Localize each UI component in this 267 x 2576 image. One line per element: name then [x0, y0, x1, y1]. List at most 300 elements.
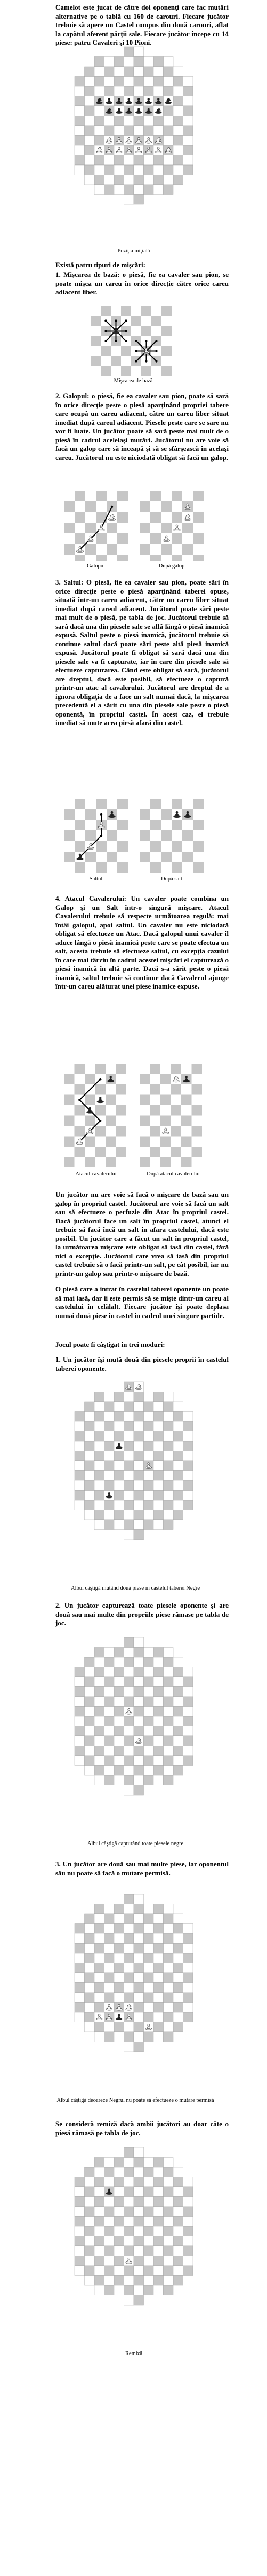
board-galop [64, 491, 128, 561]
board-square [114, 57, 124, 67]
board-square [124, 116, 134, 126]
board-square [134, 2217, 144, 2227]
board-square [124, 57, 134, 67]
board-square [144, 2217, 154, 2227]
board-square [94, 2167, 104, 2177]
board-square [140, 820, 150, 830]
board-square [172, 862, 182, 873]
board-square [107, 852, 117, 862]
board-square [114, 2177, 124, 2187]
board-square [134, 1993, 144, 2003]
board-square [124, 1924, 134, 1934]
board-square [85, 136, 95, 146]
board-square [85, 1657, 95, 1667]
board-square [153, 2022, 164, 2032]
board-square [144, 1520, 154, 1530]
board-square [114, 1756, 124, 1766]
board-square [75, 1084, 85, 1095]
board-square [134, 2147, 144, 2158]
board-square [192, 1137, 203, 1147]
board-square [107, 862, 117, 873]
board-square [183, 1973, 193, 1983]
board-square [173, 2177, 183, 2187]
board-square [164, 1510, 174, 1520]
board-square [144, 1746, 154, 1756]
board-square [124, 2246, 134, 2256]
board-square [134, 1953, 144, 1963]
board-square [64, 852, 75, 862]
board-square [85, 165, 95, 175]
board-square [172, 512, 182, 523]
board-square [124, 1431, 134, 1442]
board-square [111, 346, 121, 356]
board-square [85, 1746, 95, 1756]
board-square [173, 2003, 183, 2013]
board-square [104, 2197, 115, 2207]
board-square [75, 1924, 85, 1934]
board-square [114, 165, 124, 175]
board-square [75, 145, 85, 155]
board-square [114, 1983, 124, 1993]
board-square [94, 1775, 104, 1785]
board-square [153, 1667, 164, 1677]
board-square [104, 1716, 115, 1726]
board-square [75, 1064, 85, 1074]
move-arrow-tip [111, 506, 113, 508]
board-square [164, 1500, 174, 1510]
board-square [193, 533, 204, 544]
board-square [182, 830, 193, 841]
board-square [94, 1677, 104, 1687]
board-square [182, 491, 193, 501]
board-square [141, 316, 151, 326]
board-square [85, 1064, 95, 1074]
board-square [183, 1431, 193, 1442]
board-square [172, 491, 182, 501]
board-square [173, 2256, 183, 2266]
board-square [173, 86, 183, 96]
board-square [85, 1726, 95, 1736]
board-square [161, 326, 172, 336]
board-square [164, 1421, 174, 1431]
board-square [75, 2266, 85, 2276]
board-square [153, 1687, 164, 1697]
board-square [94, 136, 104, 146]
board-square [173, 106, 183, 116]
board-square [140, 1116, 150, 1126]
board-square [134, 1421, 144, 1431]
board-square [173, 1953, 183, 1963]
board-square [114, 185, 124, 195]
board-square [101, 356, 111, 366]
board-square [91, 306, 101, 316]
board-square [94, 1726, 104, 1736]
board-square [104, 2032, 115, 2042]
board-square [183, 1412, 193, 1422]
board-square [94, 1697, 104, 1707]
board-square [192, 1074, 203, 1085]
board-square [104, 1756, 115, 1766]
board-square [164, 2246, 174, 2256]
board-square [104, 2167, 115, 2177]
win-condition-2: 2. Un jucător capturează toate piesele oponente şi are două sau mai multe din propriile piese rămase pe tabla de joc. [55, 1601, 229, 1627]
board-square [104, 1933, 115, 1944]
board-square [104, 1441, 115, 1451]
board-square [94, 2177, 104, 2187]
board-square [131, 326, 141, 336]
board-win-castle [74, 1380, 194, 1582]
board-square [164, 2158, 174, 2168]
board-square [164, 116, 174, 126]
board-square [183, 77, 193, 87]
board-square [114, 1451, 124, 1461]
board-square [85, 820, 96, 830]
board-square [114, 1953, 124, 1963]
board-square [111, 306, 121, 316]
board-square [124, 1667, 134, 1677]
board-square [144, 1480, 154, 1491]
board-square [75, 165, 85, 175]
board-square [173, 1707, 183, 1717]
board-square [124, 1726, 134, 1736]
board-square [144, 86, 154, 96]
board-square [101, 306, 111, 316]
board-square [114, 1993, 124, 2003]
board-square [173, 1993, 183, 2003]
board-square [134, 155, 144, 166]
board-square [85, 86, 95, 96]
board-square [85, 145, 95, 155]
board-square [134, 185, 144, 195]
board-square [134, 2266, 144, 2276]
board-square [94, 2197, 104, 2207]
board-square [171, 1116, 182, 1126]
board-square [94, 2032, 104, 2042]
board-square [144, 1953, 154, 1963]
board-square [153, 1677, 164, 1687]
board-square [172, 830, 182, 841]
board-square [192, 1116, 203, 1126]
board-square [134, 1707, 144, 1717]
board-square [124, 1412, 134, 1422]
board-square [85, 1500, 95, 1510]
board-square [134, 1510, 144, 1520]
move-arrow-tip [115, 340, 117, 342]
board-square [153, 1412, 164, 1422]
board-square [192, 1105, 203, 1116]
board-square [172, 533, 182, 544]
board-square [106, 1064, 116, 1074]
board-square [94, 1983, 104, 1993]
board-square [124, 86, 134, 96]
board-square [85, 1924, 95, 1934]
board-square [172, 501, 182, 512]
board-square [104, 155, 115, 166]
board-square [85, 1677, 95, 1687]
board-square [183, 1697, 193, 1707]
board-square [150, 491, 161, 501]
board-square [85, 501, 96, 512]
board-square [134, 2246, 144, 2256]
board-square [75, 1500, 85, 1510]
board-square [94, 2207, 104, 2217]
board-square [134, 1431, 144, 1442]
board-square [85, 1983, 95, 1993]
board-square [161, 799, 172, 809]
board-square [75, 116, 85, 126]
board-square [85, 1707, 95, 1717]
board-square [161, 501, 172, 512]
move-jump-text: 3. Saltul: O piesă, fie ea cavaler sau pion, poate sări în orice direcţie peste o piesă aparţinând taberei opuse, situată într-un careu adiacent, către un careu liber situat imediat după careul adiacent. Jucătorul poate sări peste mai mult de o piesă, pe tabla de joc. Jucătorul trebuie să sară dacă una din piesele sale se află lângă o piesă inamică expusă. Saltul peste o piesă inamică, jucătorul trebuie să continue saltul dacă poate sări peste altă piesă inamică expusă. Jucătorul poate fi obligat să sară dacă una din piesele sale va fi capturate, iar în care din piesele sale să efectueze capturarea. Când este obligat să sară, jucătorul are dreptul, dacă este posibil, să efectueze o captură printr-un atac al cavalerului. Jucătorul are dreptul de a ignora obligaţia de a face un salt numai dacă, la mişcarea precedentă el a sărit cu una din piesele sale peste o piesă oponentă, în propriul castel. În acest caz, el trebuie imediat să mute acea piesă afară din castel. [55, 578, 229, 727]
board-square [153, 1746, 164, 1756]
board-square [104, 1657, 115, 1667]
board-square [75, 1746, 85, 1756]
board-square [150, 523, 161, 533]
board-square [144, 1392, 154, 1402]
board-square [104, 1461, 115, 1471]
board-square [134, 2177, 144, 2187]
board-square [75, 501, 85, 512]
board-square [85, 1993, 95, 2003]
board-square [131, 306, 141, 316]
board-square [114, 1392, 124, 1402]
board-square [183, 1924, 193, 1934]
board-square [114, 1944, 124, 1954]
intro-paragraph: Camelot este jucat de către doi oponenţi care fac mutări alternative pe o tablă cu 160 de carouri. Fiecare jucător trebuie să apere un Castel compus din două carouri, aflat la capătul aferent părţii sale. Fiecare jucător începe cu 14 piese: patru Cavaleri şi 10 Pioni. [55, 3, 229, 46]
board-square [153, 1500, 164, 1510]
board-square [94, 2285, 104, 2295]
board-square [124, 2276, 134, 2286]
board-square [150, 852, 161, 862]
board-square [153, 1736, 164, 1746]
board-square [150, 799, 161, 809]
board-square [134, 1412, 144, 1422]
board-square [104, 1726, 115, 1736]
board-square [164, 2197, 174, 2207]
board-square [153, 57, 164, 67]
board-square [192, 1126, 203, 1137]
board-square [150, 1147, 161, 1157]
board-square [104, 116, 115, 126]
board-square [121, 306, 131, 316]
board-square [164, 155, 174, 166]
board-square [183, 86, 193, 96]
caption-draw: Remiză [125, 2351, 143, 2357]
board-square [104, 1953, 115, 1963]
board-square [114, 2187, 124, 2197]
board-square [153, 1451, 164, 1461]
board-square [144, 1657, 154, 1667]
board-square [121, 356, 131, 366]
board-square [114, 1766, 124, 1776]
board-square [75, 1480, 85, 1491]
board-square [140, 1074, 150, 1085]
board-square [75, 830, 85, 841]
board-square [85, 2177, 95, 2187]
board-square [75, 2187, 85, 2197]
board-square [75, 1412, 85, 1422]
board-square [150, 555, 161, 561]
board-square [95, 1126, 106, 1137]
board-square [114, 2197, 124, 2207]
board-square [134, 86, 144, 96]
board-square [153, 2207, 164, 2217]
board-square [124, 1785, 134, 1796]
board-square [150, 862, 161, 873]
board-square [104, 126, 115, 136]
board-square [160, 1105, 171, 1116]
board-square [153, 1953, 164, 1963]
board-square [75, 1944, 85, 1954]
board-square [183, 1500, 193, 1510]
board-square [101, 366, 111, 376]
board-square [173, 1933, 183, 1944]
board-square [182, 862, 193, 873]
board-square [173, 67, 183, 77]
board-square [144, 185, 154, 195]
board-square [85, 2003, 95, 2013]
board-square [85, 67, 95, 77]
board-square [117, 820, 128, 830]
move-arrow-tip [125, 319, 127, 322]
board-square [104, 1431, 115, 1442]
board-square [164, 1431, 174, 1442]
board-square [134, 2042, 144, 2052]
board-square [85, 155, 95, 166]
board-square [75, 1461, 85, 1471]
board-square [173, 1687, 183, 1697]
board-square [153, 1963, 164, 1973]
board-square [114, 1716, 124, 1726]
board-square [104, 2256, 115, 2266]
board-square [75, 555, 85, 561]
board-square [116, 1064, 127, 1074]
board-square [75, 1471, 85, 1481]
board-square [183, 96, 193, 106]
board-square [144, 1993, 154, 2003]
board-square [172, 820, 182, 830]
board-square [114, 77, 124, 87]
board-square [75, 1983, 85, 1993]
board-square [104, 67, 115, 77]
board-square [160, 1084, 171, 1095]
board-square [134, 1530, 144, 1540]
board-square [75, 1116, 85, 1126]
board-square [94, 126, 104, 136]
board-square [75, 820, 85, 830]
board-square [182, 533, 193, 544]
board-square [134, 1924, 144, 1934]
board-square [140, 555, 150, 561]
board-square [183, 126, 193, 136]
board-square [144, 1402, 154, 1412]
board-square [183, 1461, 193, 1471]
board-square [140, 830, 150, 841]
board-square [106, 1126, 116, 1137]
board-square [140, 544, 150, 555]
board-square [117, 862, 128, 873]
board-square [183, 2003, 193, 2013]
board-square [173, 2207, 183, 2217]
board-square [85, 106, 95, 116]
board-square [114, 1657, 124, 1667]
board-square [173, 1500, 183, 1510]
board-square [116, 1126, 127, 1137]
board-square [134, 2207, 144, 2217]
board-square [153, 2246, 164, 2256]
board-square [104, 2226, 115, 2236]
board-square [153, 1716, 164, 1726]
board-basic-move [91, 306, 176, 376]
board-square [153, 2266, 164, 2276]
board-square [173, 1736, 183, 1746]
board-square [85, 1441, 95, 1451]
board-square [144, 1756, 154, 1766]
board-square [164, 2266, 174, 2276]
board-square [172, 544, 182, 555]
board-square [183, 1963, 193, 1973]
board-square [94, 1667, 104, 1677]
board-square [161, 523, 172, 533]
board-square [85, 2276, 95, 2286]
board-square [94, 2158, 104, 2168]
board-square [164, 2003, 174, 2013]
board-square [94, 2236, 104, 2246]
board-square [134, 1904, 144, 1914]
board-square [171, 1095, 182, 1106]
board-square [85, 809, 96, 820]
board-square [114, 1736, 124, 1746]
board-square [134, 1500, 144, 1510]
board-square [193, 820, 204, 830]
board-square [134, 1716, 144, 1726]
board-square [161, 555, 172, 561]
board-square [161, 491, 172, 501]
board-square [193, 862, 204, 873]
board-square [104, 2217, 115, 2227]
board-square [151, 316, 161, 326]
board-square [192, 1064, 203, 1074]
board-square [153, 77, 164, 87]
move-arrow-tip [125, 330, 127, 332]
board-square [193, 523, 204, 533]
board-square [75, 1687, 85, 1697]
board-square [153, 1510, 164, 1520]
board-square [183, 1687, 193, 1697]
board-square [181, 1137, 192, 1147]
board-square [182, 544, 193, 555]
board-square [75, 1147, 85, 1157]
castle-rules-text: Un jucător nu are voie să facă o mişcare de bază sau un galop în propriul castel. Jucătorul are voie să facă un salt sau să efectueze o perfuzie din Atac în propriul castel. Dacă jucătorul face un salt în propriul castel, atunci el trebuie să facă încă un salt în afara castelului, dacă este posibil. Un jucător care a făcut un salt în propriul castel, la următoarea mişcare este obligat să iasă din castel, fără nici o excepţie. Jucătorul care vrea să iasă din propriul castel trebuie să o facă printr-un salt, pe cât posibil, iar nu printr-un galop sau printr-o mişcare de bază. [55, 1190, 229, 1278]
board-square [64, 555, 75, 561]
board-square [75, 96, 85, 106]
board-square [150, 1064, 161, 1074]
board-square [64, 862, 75, 873]
board-square [104, 77, 115, 87]
board-square [134, 2187, 144, 2197]
board-square [85, 175, 95, 185]
board-square [75, 1126, 85, 1137]
board-square [114, 2158, 124, 2168]
board-square [164, 106, 174, 116]
board-square [64, 501, 75, 512]
board-square [134, 2276, 144, 2286]
board-square [75, 1707, 85, 1717]
board-square [94, 2246, 104, 2256]
board-square [124, 1461, 134, 1471]
board-square [124, 1775, 134, 1785]
board-square [144, 1707, 154, 1717]
